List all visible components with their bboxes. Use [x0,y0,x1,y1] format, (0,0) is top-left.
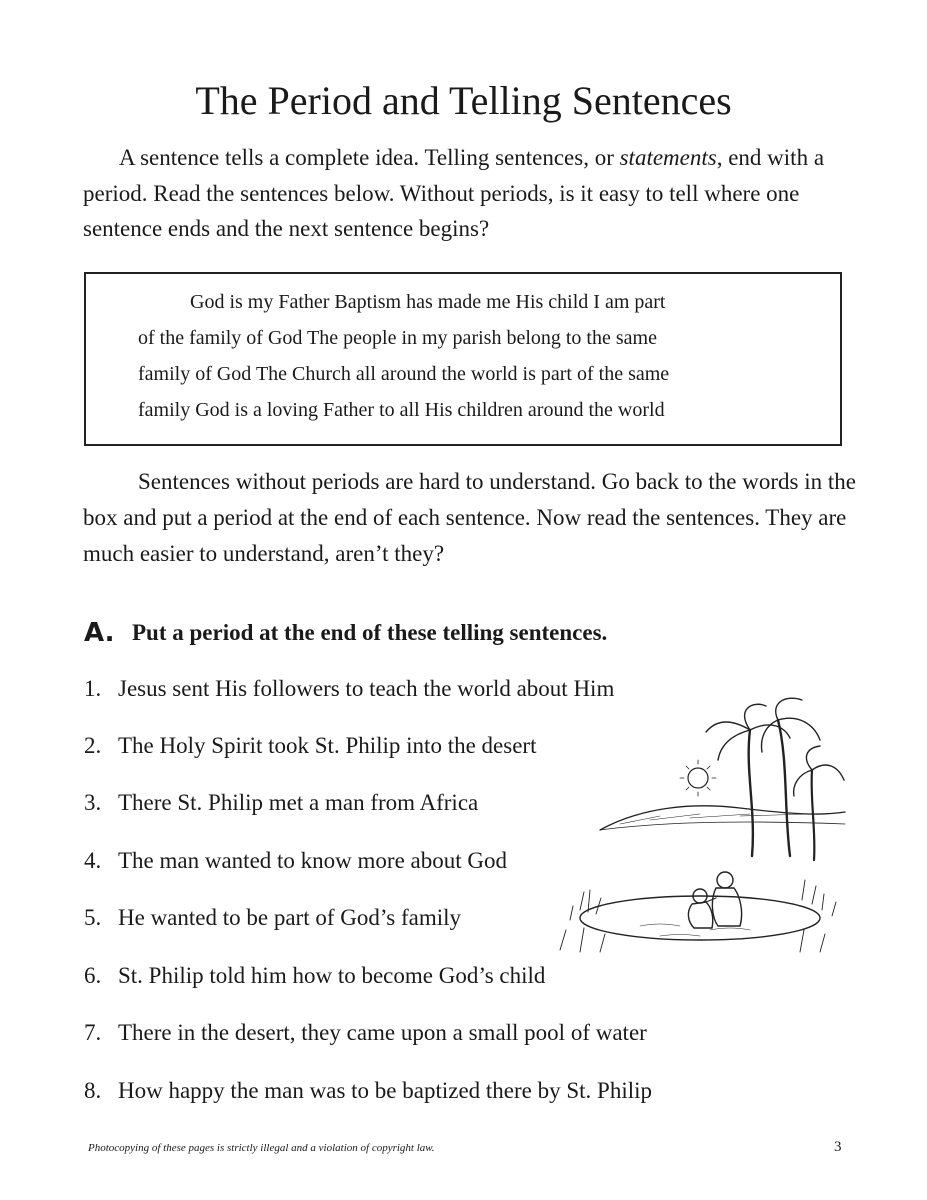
exercise-item[interactable] [84,961,545,991]
section-instruction: Put a period at the end of these telling sentences. [132,620,608,645]
intro-emphasis: statements [619,145,717,170]
item-number: 3. [84,790,102,815]
exercise-item[interactable] [84,731,536,761]
item-number: 8. [84,1078,102,1103]
section-letter: A. [84,618,115,648]
item-text: The man wanted to know more about God [118,848,507,873]
item-number: 7. [84,1020,102,1045]
page-title: The Period and Telling Sentences [195,78,732,123]
intro-text-1: A sentence tells a complete idea. Telling sentences, or [119,145,620,170]
item-number: 5. [84,905,102,930]
exercise-item[interactable] [84,1076,652,1106]
box-line: God is my Father Baptism has made me His child I am part [190,291,666,313]
item-text: St. Philip told him how to become God’s child [118,963,546,988]
item-number: 1. [84,676,102,701]
exercise-item[interactable] [84,846,507,876]
item-text: He wanted to be part of God’s family [118,905,461,930]
intro-text-2: , end with a period. Read the sentences below. Without periods, is it easy to tell where one sentence ends and the next sentence begins? [83,145,825,241]
exercise-item[interactable] [84,903,461,933]
item-text: There St. Philip met a man from Africa [118,790,479,815]
box-line: of the family of God The people in my parish belong to the same [138,327,657,349]
item-text: The Holy Spirit took St. Philip into the desert [118,733,537,758]
exercise-item[interactable] [84,788,478,818]
box-line: family God is a loving Father to all His children around the world [138,399,665,421]
item-text: How happy the man was to be baptized there by St. Philip [118,1078,653,1103]
item-number: 4. [84,848,102,873]
page-number: 3 [834,1139,842,1155]
exercise-item[interactable] [84,1018,647,1048]
copyright-notice: Photocopying of these pages is strictly illegal and a violation of copyright law. [88,1142,435,1154]
intro-paragraph [83,140,863,247]
exercise-item[interactable] [84,674,614,704]
item-number: 2. [84,733,102,758]
palm-trees-baptism-illustration [540,690,850,960]
item-text: There in the desert, they came upon a small pool of water [118,1020,647,1045]
instruction-paragraph [83,464,863,572]
item-number: 6. [84,963,102,988]
box-line: family of God The Church all around the world is part of the same [138,363,670,385]
item-text: Jesus sent His followers to teach the world about Him [118,676,615,701]
instruction-text: Sentences without periods are hard to understand. Go back to the words in the box and put a period at the end of each sentence. Now read the sentences. They are much easier to understand, aren’t they? [83,469,856,566]
unpunctuated-text-box [84,272,842,446]
